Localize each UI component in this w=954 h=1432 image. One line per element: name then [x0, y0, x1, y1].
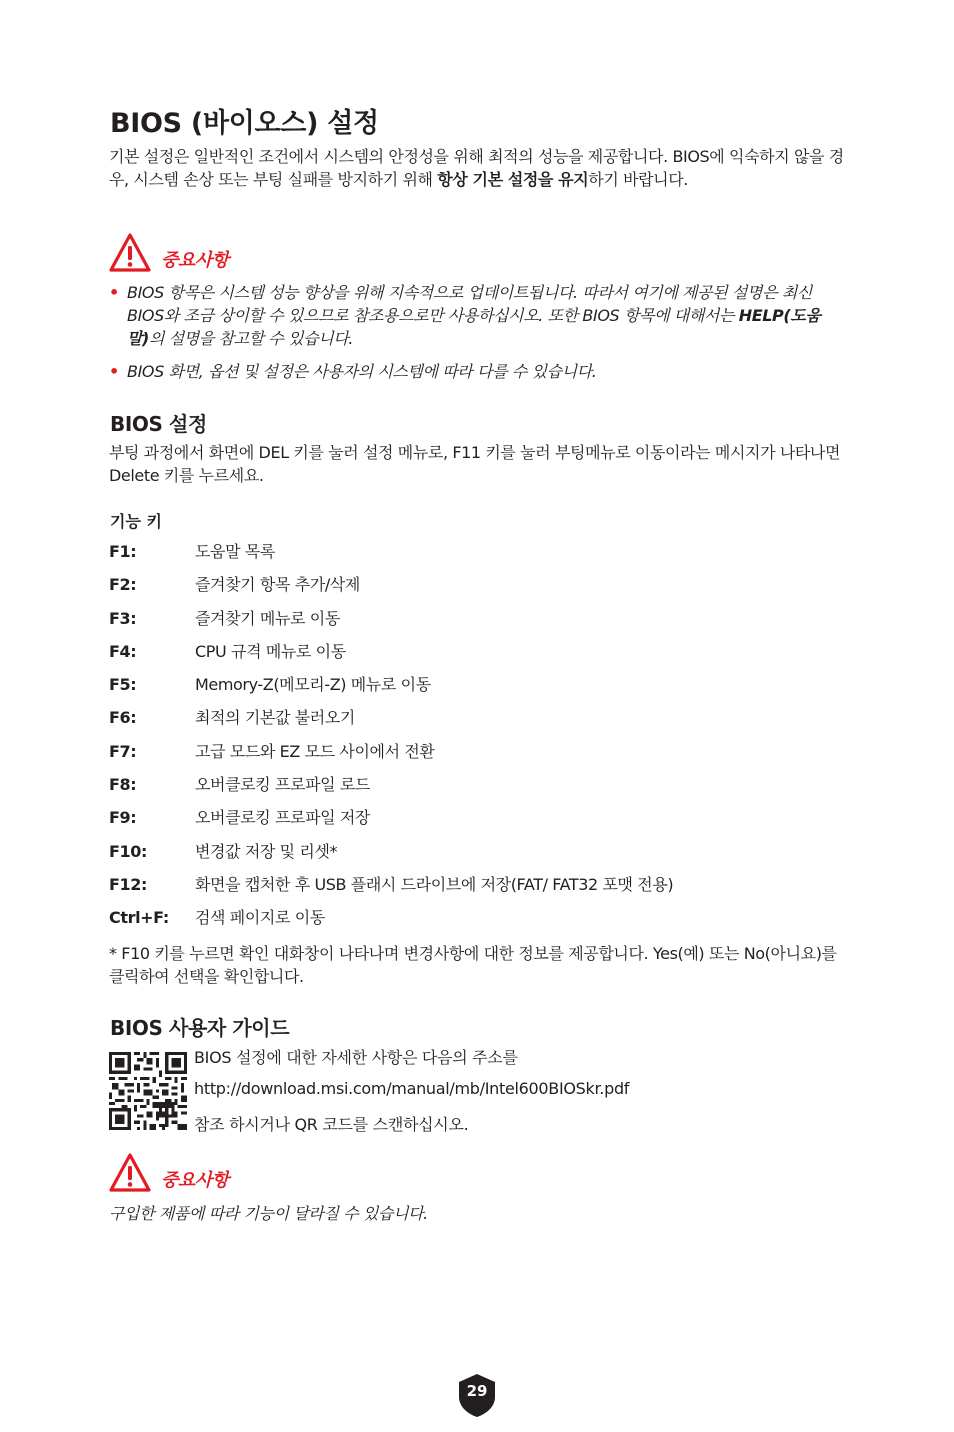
fkey-key: F5: [109, 675, 137, 695]
fkey-row [109, 673, 673, 706]
fkey-key: Ctrl+F: [109, 908, 169, 928]
fkey-row [109, 840, 673, 873]
bios-guide-title: BIOS 사용자 가이드 [110, 1016, 290, 1040]
fkey-desc: 최적의 기본값 불러오기 [195, 708, 355, 728]
warning-icon [109, 1152, 151, 1194]
fkey-desc: 검색 페이지로 이동 [195, 908, 325, 928]
fkey-key: F4: [109, 641, 137, 661]
fkey-desc: 변경값 저장 및 리셋* [195, 841, 338, 861]
fkey-row [109, 706, 673, 739]
guide-url-link[interactable]: http://download.msi.com/manual/mb/Intel600BIOSkr.pdf [194, 1079, 630, 1098]
fkey-row [109, 873, 673, 906]
fkey-key: F8: [109, 775, 137, 795]
intro-paragraph [109, 145, 849, 191]
important-label: 중요사항 [161, 250, 229, 271]
fkey-row [109, 607, 673, 640]
fkey-key: F9: [109, 808, 137, 828]
fkey-row [109, 740, 673, 773]
fkey-key: F10: [109, 841, 147, 861]
fkey-row [109, 906, 673, 939]
fkey-desc: 화면을 캡처한 후 USB 플래시 드라이브에 저장(FAT/ FAT32 포맷 전용) [195, 874, 674, 894]
fkey-desc: Memory-Z(메모리-Z) 메뉴로 이동 [195, 675, 431, 695]
guide-line-3: 참조 하시거나 QR 코드를 스캔하십시오. [194, 1115, 469, 1134]
bullet-item: • BIOS 항목은 시스템 성능 향상을 위해 지속적으로 업데이트됩니다. 따라서 여기에 제공된 설명은 최신 BIOS와 조금 상이할 수 있으므로 참조용으로만 사용하십시오. 또한 BIOS 항목에 대해서는 HELP(도움말)의 설명을 참고할 수 있습니다. [109, 283, 821, 348]
fkey-desc: 도움말 목록 [195, 542, 275, 561]
fkey-desc: 즐겨찾기 메뉴로 이동 [195, 608, 340, 628]
bullet-dot-icon: • [109, 283, 119, 302]
important-note-text: 구입한 제품에 따라 기능이 달라질 수 있습니다. [109, 1204, 428, 1223]
warning-icon [109, 232, 151, 274]
fkey-key: F7: [109, 741, 137, 761]
intro-bold: 항상 기본 설정을 유지 [437, 170, 589, 189]
qr-code-icon[interactable] [109, 1052, 187, 1130]
important-bullets [109, 281, 839, 383]
intro-text: 기본 설정은 일반적인 조건에서 시스템의 안정성을 위해 최적의 성능을 제공합니다. BIOS에 익숙하지 않을 경우, 시스템 손상 또는 부팅 실패를 방지하기 위해 [109, 147, 844, 189]
help-bold: HELP(도움말) [127, 306, 821, 348]
fkey-key: F3: [109, 608, 137, 628]
fkey-desc: 즐겨찾기 항목 추가/삭제 [195, 575, 360, 595]
important-notice-1 [109, 232, 229, 274]
function-key-list [109, 540, 673, 940]
fkey-desc: CPU 규격 메뉴로 이동 [195, 641, 346, 661]
fkey-key: F2: [109, 575, 137, 595]
fkey-key: F12: [109, 874, 147, 894]
fkey-row [109, 640, 673, 673]
page-title: BIOS (바이오스) 설정 [110, 108, 379, 139]
fkey-key: F6: [109, 708, 137, 728]
fkey-desc: 고급 모드와 EZ 모드 사이에서 전환 [195, 741, 435, 761]
bios-setup-title: BIOS 설정 [110, 412, 207, 436]
fkey-key: F1: [109, 542, 137, 561]
bullet-dot-icon: • [109, 362, 119, 381]
fkey-row [109, 773, 673, 806]
guide-line-1: BIOS 설정에 대한 자세한 사항은 다음의 주소를 [194, 1048, 518, 1067]
page-number: 29 [466, 1382, 488, 1400]
important-label: 중요사항 [161, 1170, 229, 1191]
page-number-badge [458, 1373, 496, 1418]
important-notice-2 [109, 1152, 229, 1194]
fkey-desc: 오버클로킹 프로파일 저장 [195, 808, 370, 828]
function-keys-title: 기능 키 [110, 512, 162, 531]
fkey-row [109, 573, 673, 606]
fkey-row [109, 540, 673, 573]
fkey-row [109, 806, 673, 839]
f10-footnote: * F10 키를 누르면 확인 대화창이 나타나며 변경사항에 대한 정보를 제공합니다. Yes(예) 또는 No(아니요)를 클릭하여 선택을 확인합니다. [109, 944, 837, 986]
fkey-desc: 오버클로킹 프로파일 로드 [195, 775, 370, 795]
intro-text-end: 하기 바랍니다. [588, 170, 688, 189]
bios-setup-text: 부팅 과정에서 화면에 DEL 키를 눌러 설정 메뉴로, F11 키를 눌러 부팅메뉴로 이동이라는 메시지가 나타나면 Delete 키를 누르세요. [109, 443, 841, 485]
bullet-item: • BIOS 화면, 옵션 및 설정은 사용자의 시스템에 따라 다를 수 있습니다. [109, 362, 597, 381]
